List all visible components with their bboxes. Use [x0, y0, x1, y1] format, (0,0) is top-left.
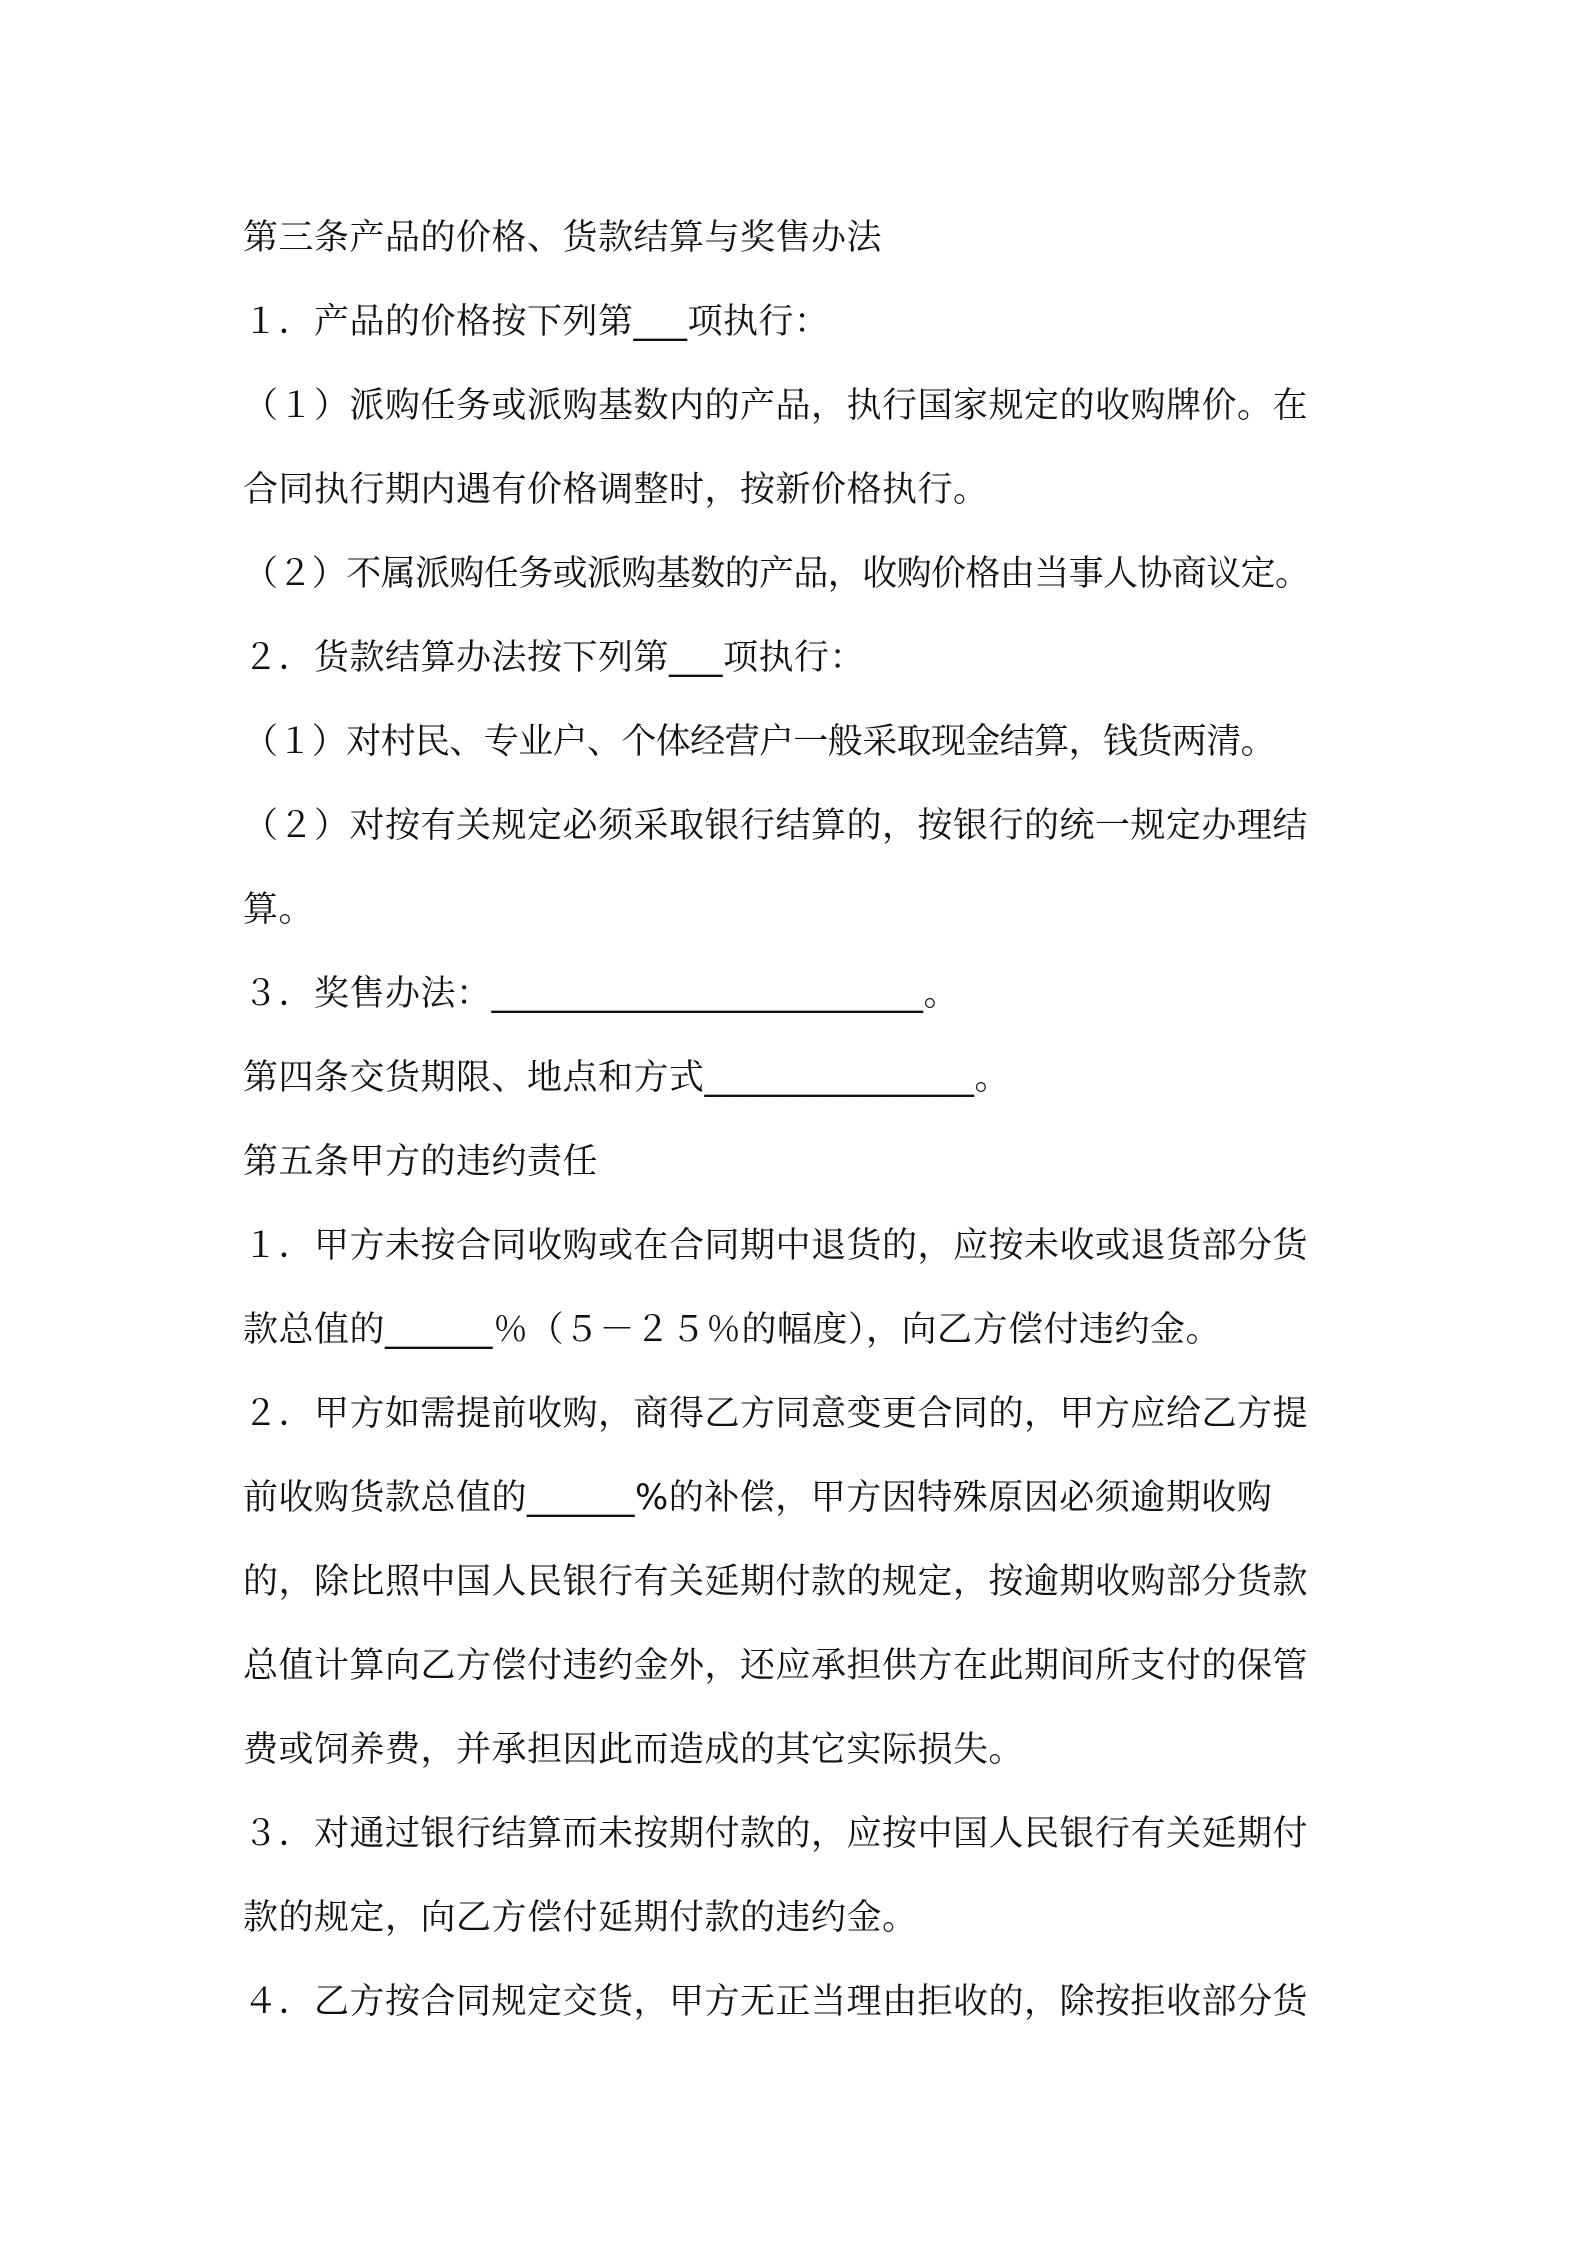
- article-5-item-1: １．甲方未按合同收购或在合同期中退货的，应按未收或退货部分货: [243, 1226, 1309, 1266]
- article-5-item-2-cont-1: 前收购货款总值的______%的补偿，甲方因特殊原因必须逾期收购: [243, 1478, 1273, 1518]
- article-5-item-1-cont: 款总值的______％（５－２５％的幅度），向乙方偿付违约金。: [243, 1310, 1222, 1350]
- article-3-item-3: ３．奖售办法：________________________。: [243, 974, 960, 1014]
- article-5-item-3-cont: 款的规定，向乙方偿付延期付款的违约金。: [243, 1898, 918, 1938]
- article-3-item-2-option-2-cont: 算。: [243, 890, 315, 930]
- article-3-item-1-option-2: （２）不属派购任务或派购基数的产品，收购价格由当事人协商议定。: [243, 554, 1310, 594]
- article-5-item-2-cont-3: 总值计算向乙方偿付违约金外，还应承担供方在此期间所支付的保管: [243, 1646, 1309, 1686]
- article-4-heading: 第四条交货期限、地点和方式_______________。: [243, 1058, 1011, 1098]
- article-5-heading: 第五条甲方的违约责任: [243, 1142, 599, 1182]
- article-5-item-2: ２．甲方如需提前收购，商得乙方同意变更合同的，甲方应给乙方提: [243, 1394, 1309, 1434]
- article-5-item-3: ３．对通过银行结算而未按期付款的，应按中国人民银行有关延期付: [243, 1814, 1309, 1854]
- document-body: [243, 196, 1353, 2044]
- article-5-item-2-cont-2: 的，除比照中国人民银行有关延期付款的规定，按逾期收购部分货款: [243, 1562, 1309, 1602]
- article-3-item-1-option-1-cont: 合同执行期内遇有价格调整时，按新价格执行。: [243, 470, 989, 510]
- article-3-item-1: １．产品的价格按下列第___项执行：: [243, 302, 830, 342]
- article-3-heading: 第三条产品的价格、货款结算与奖售办法: [243, 218, 883, 258]
- article-5-item-4: ４．乙方按合同规定交货，甲方无正当理由拒收的，除按拒收部分货: [243, 1982, 1309, 2022]
- article-3-item-2: ２．货款结算办法按下列第___项执行：: [243, 638, 866, 678]
- article-5-item-2-cont-4: 费或饲养费，并承担因此而造成的其它实际损失。: [243, 1730, 1025, 1770]
- article-3-item-2-option-2: （２）对按有关规定必须采取银行结算的，按银行的统一规定办理结: [243, 806, 1309, 846]
- article-3-item-1-option-1: （１）派购任务或派购基数内的产品，执行国家规定的收购牌价。在: [243, 386, 1309, 426]
- article-3-item-2-option-1: （１）对村民、专业户、个体经营户一般采取现金结算，钱货两清。: [243, 722, 1276, 762]
